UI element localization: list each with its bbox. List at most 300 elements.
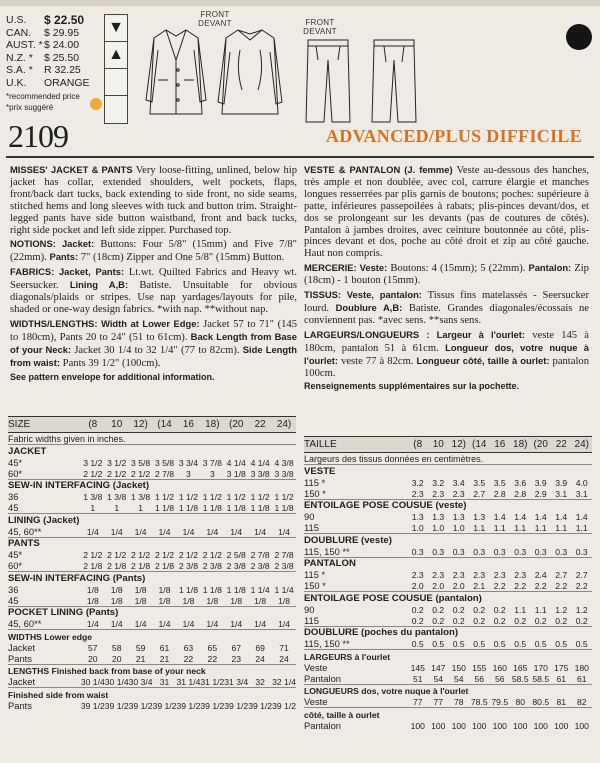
value-cell: 0.2 (473, 604, 486, 615)
value-cell: 175 (554, 662, 569, 673)
jacket-sketches (140, 10, 290, 120)
value-cell: 54 (433, 673, 444, 684)
table-row (304, 499, 592, 511)
value-cell: 0.3 (555, 546, 568, 557)
value-cell: 1/8 (110, 595, 123, 606)
value-cell: 1/8 (158, 584, 171, 595)
value-cell: 2 1/2 (107, 468, 127, 479)
value-cell: 77 (412, 697, 423, 707)
value-cell: 100 (513, 720, 528, 731)
value-cell: 32 1/4 (272, 677, 296, 687)
value-cell: 39 1/2 (80, 700, 105, 711)
size-header-cell: 10 (428, 437, 449, 453)
row-label: 45* (8, 456, 23, 468)
pants-sketches (298, 10, 438, 125)
value-cell: 61 (159, 642, 170, 653)
value-cell: 2.0 (411, 581, 424, 591)
jacket-drawing-icon (140, 10, 290, 120)
row-label: Veste (304, 661, 328, 673)
value-cell: 2.0 (432, 581, 445, 591)
value-cell: 2 3/8 (226, 561, 246, 571)
value-cell: 78.5 (470, 697, 488, 707)
row-label: 60* (8, 560, 23, 571)
value-cell: 2 5/8 (226, 550, 246, 560)
value-cell: 147 (431, 662, 446, 673)
size-header-cell: (14 (153, 417, 177, 433)
value-cell: 3.9 (555, 477, 568, 488)
value-cell: 80.5 (532, 697, 550, 707)
value-cell: 2.3 (432, 488, 445, 499)
section-label: LONGUEURS dos, votre nuque à l'ourlet (304, 684, 592, 696)
row-label: 45 (8, 594, 19, 606)
value-cell: 1.1 (514, 523, 527, 533)
blank-box (105, 69, 127, 96)
row-label: 36 (8, 583, 19, 595)
value-cell: 1.4 (555, 512, 568, 522)
price-row: CAN. $ 29.95 (6, 26, 80, 39)
difficulty-level: ADVANCED/PLUS DIFFICILE (325, 126, 582, 146)
size-header-label: TAILLE (304, 437, 408, 453)
value-cell: 1.1 (473, 523, 486, 533)
value-cell: 1.3 (452, 512, 465, 522)
value-cell: 2 1/2 (202, 550, 222, 560)
table-row (8, 537, 296, 549)
table-row (304, 604, 592, 615)
value-cell: 4 1/4 (226, 457, 246, 468)
fabrics-label: FABRICS: Jacket, Pants: (10, 266, 125, 278)
row-label: Pantalon (304, 719, 342, 731)
value-cell: 23 (231, 653, 242, 664)
section-label: POCKET LINING (Pants) (8, 606, 296, 618)
value-cell: 67 (231, 642, 242, 653)
value-cell: 1.2 (555, 604, 568, 615)
table-row (304, 650, 592, 662)
value-cell: 0.3 (534, 546, 547, 557)
row-label: 115, 150 ** (304, 638, 350, 649)
value-cell: 1 1/2 (226, 492, 246, 502)
value-cell: 0.2 (575, 615, 588, 626)
row-label: 115 * (304, 476, 326, 488)
value-cell: 1/4 (278, 619, 291, 629)
value-cell: 1/8 (182, 595, 195, 606)
value-cell: 2 3/8 (178, 561, 198, 571)
value-cell: 2.3 (411, 488, 424, 499)
value-cell: 1.4 (575, 512, 588, 522)
value-cell: 2.0 (452, 581, 465, 591)
value-cell: 1/4 (134, 619, 147, 629)
value-cell: 1/4 (230, 619, 243, 629)
size-header-label: SIZE (8, 417, 81, 433)
value-cell: 81 (556, 697, 567, 707)
value-cell: 4.0 (575, 477, 588, 488)
section-label: WIDTHS Lower edge (8, 630, 296, 642)
value-cell: 2.4 (534, 570, 547, 580)
table-row (304, 684, 592, 696)
value-cell: 56 (474, 673, 485, 684)
value-cell: 2 1/8 (83, 561, 103, 571)
value-cell: 155 (472, 662, 487, 673)
value-cell: 0.5 (432, 639, 445, 649)
section-label: DOUBLURE (poches du pantalon) (304, 626, 592, 638)
value-cell: 1/4 (110, 619, 123, 629)
value-cell: 1/4 (206, 619, 219, 629)
value-cell: 1.3 (432, 512, 445, 522)
value-cell: 2.9 (534, 488, 547, 499)
table-row (304, 488, 592, 500)
section-label: Finished side from waist (8, 688, 296, 700)
section-label: PANTALON (304, 557, 592, 569)
pants-sketch-label: FRONT DEVANT (303, 18, 337, 36)
value-cell: 2.2 (575, 581, 588, 591)
row-label: 45, 60** (8, 525, 42, 537)
table-row (304, 522, 592, 534)
size-header-row (8, 417, 296, 433)
value-cell: 1/4 (182, 526, 195, 537)
size-header-cell: 18) (200, 417, 224, 433)
value-cell: 0.5 (514, 639, 527, 649)
value-cell: 0.2 (452, 615, 465, 626)
value-cell: 58.5 (532, 673, 550, 684)
section-label: ENTOILAGE POSE COUSUE (pantalon) (304, 592, 592, 604)
table-row (8, 560, 296, 572)
value-cell: 1 (114, 503, 120, 513)
value-cell: 2.1 (473, 581, 486, 591)
value-cell: 1.1 (534, 604, 547, 615)
value-cell: 80 (515, 697, 526, 707)
value-cell: 0.2 (555, 615, 568, 626)
size-header-cell: 18) (510, 437, 531, 453)
value-cell: 1 1/2 (250, 492, 270, 502)
yardage-table-fr (304, 436, 592, 731)
value-cell: 1.1 (555, 523, 568, 533)
value-cell: 1/8 (110, 584, 123, 595)
value-cell: 3 3/4 (178, 457, 198, 468)
table-row (304, 477, 592, 488)
view-arrows (104, 14, 128, 124)
section-label: JACKET (8, 445, 296, 457)
value-cell: 3.1 (555, 488, 568, 499)
value-cell: 1/8 (254, 595, 267, 606)
value-cell: 1/4 (110, 526, 123, 537)
value-cell: 1 (90, 503, 96, 513)
french-description: VESTE & PANTALON (J. femme) Veste au-dessous des hanches, très ample et non doublée, avec col, carrure élargie et manches longues resserrées par plis garnis de boutons; poches: supérieure à patte, inférieures passepoilées à rabats; plis-pinces devant/dos, et dos se prolongeant sur les devants (pas de coutures de côtés). Pantalon à jambes droites, avec ceinture boutonnée au côté, plis-pinces devant et dos, poche au côté droit et zip au côté gauche. Haut non compris. MERCERIE: Veste: Boutons: 4 (15mm); 5 (22mm). Pantalon: Zip (18cm) - 1 bouton (15mm). TISSUS: Veste, pantalon: Tissus fins matelassés - Seersucker lourd. Doublure A,B: Batiste. Grandes diagonales/écossais ne conviennent pas. *avec sens. **sans sens. LARGEURS/LONGUEURS : Largeur à l'ourlet: veste 145 à 180cm, pantalon 51 à 61cm. Longueur dos, votre nuque à l'ourlet: veste 77 à 82cm. Longueur côté, taille à ourlet: pantalon 100cm. Renseignements supplémentaires sur la pochette. (304, 164, 590, 392)
size-header-cell: (14 (469, 437, 490, 453)
value-cell: 170 (533, 662, 548, 673)
value-cell: 0.2 (534, 615, 547, 626)
value-cell: 1/8 (134, 584, 147, 595)
table-row (8, 433, 296, 445)
table-row (8, 676, 296, 688)
table-row (304, 546, 592, 558)
value-cell: 4 3/8 (274, 457, 294, 468)
value-cell: 0.5 (575, 639, 588, 649)
value-cell: 2.7 (575, 570, 588, 580)
value-cell: 0.2 (432, 615, 445, 626)
value-cell: 1/4 (158, 619, 171, 629)
value-cell: 2.7 (555, 570, 568, 580)
value-cell: 22 (183, 653, 194, 664)
size-header-cell: 10 (105, 417, 129, 433)
table-row (8, 595, 296, 607)
value-cell: 1/4 (230, 526, 243, 537)
size-header-cell: 24) (272, 417, 296, 433)
value-cell: 3.2 (411, 477, 424, 488)
value-cell: 3 1/8 (226, 468, 246, 479)
value-cell: 2.3 (473, 570, 486, 580)
table-row (304, 465, 592, 477)
price-note: *recommended price (6, 91, 80, 101)
value-cell: 1/8 (158, 595, 171, 606)
value-cell: 1/4 (278, 526, 291, 537)
value-cell: 0.3 (452, 546, 465, 557)
value-cell: 2.7 (473, 488, 486, 499)
value-cell: 2 1/8 (131, 561, 151, 571)
value-cell: 39 1/2 (128, 700, 153, 711)
table-row (304, 615, 592, 627)
value-cell: 0.5 (493, 639, 506, 649)
triangle-up-icon: ▲ (105, 42, 127, 69)
section-label: PANTS (8, 537, 296, 549)
value-cell: 77 (433, 697, 444, 707)
value-cell: 30 1/4 (80, 677, 105, 687)
table-row (8, 549, 296, 560)
english-description: MISSES' JACKET & PANTS Very loose-fitting, unlined, below hip jacket has collar, extended shoulders, welt pockets, flaps, front/back dart tucks, back extending to side front, no side seams, stitched hems and long sleeves with tuck and button trim. Straight-legged pants have side button waistband, front and back tucks, right side pocket and left side zipper. Purchased top. NOTIONS: Jacket: Buttons: Four 5/8" (15mm) and Five 7/8" (22mm). Pants: 7" (18cm) Zipper and One 5/8" (15mm) Button. FABRICS: Jacket, Pants: Lt.wt. Quilted Fabrics and Heavy wt. Seersucker. Lining A,B: Batiste. Unsuitable for obvious diagonals/plaids or stripes. Use nap yardages/layouts for pile, shaded or one-way design fabrics. *with nap. **without nap. WIDTHS/LENGTHS: Width at Lower Edge: Jacket 57 to 71" (145 to 180cm), Pants 20 to 24" (51 to 61cm). Back Length from Base of your Neck: Jacket 30 1/4 to 32 1/4" (77 to 82cm). Side Length from waist: Pants 39 1/2" (100cm). See pattern envelope for additional information. (10, 164, 298, 382)
row-label: 60* (8, 467, 23, 479)
value-cell: 58.5 (511, 673, 529, 684)
value-cell: 1/4 (86, 619, 99, 629)
table-row (304, 626, 592, 638)
table-row (304, 580, 592, 592)
table-row (304, 592, 592, 604)
value-cell: 1 1/8 (226, 584, 246, 595)
value-cell: 2 1/2 (131, 468, 151, 479)
value-cell: 1/8 (86, 595, 99, 606)
value-cell: 79.5 (491, 697, 509, 707)
price-row: N.Z. * $ 25.50 (6, 51, 80, 64)
table-row (8, 618, 296, 630)
value-cell: 2 1/2 (131, 550, 151, 560)
value-cell: 2 3/8 (274, 561, 294, 571)
yardage-table-en (8, 416, 296, 711)
value-cell: 39 1/2 (224, 700, 249, 711)
value-cell: 2.3 (514, 570, 527, 580)
table-row (8, 457, 296, 468)
value-cell: 100 (492, 720, 507, 731)
value-cell: 1 1/8 (274, 503, 294, 513)
value-cell: 1/4 (134, 526, 147, 537)
value-cell: 165 (513, 662, 528, 673)
row-label: Jacket (8, 641, 36, 653)
value-cell: 3 1/2 (107, 457, 127, 468)
value-cell: 2.2 (493, 581, 506, 591)
value-cell: 2 3/8 (202, 561, 222, 571)
value-cell: 1 1/2 (202, 492, 222, 502)
size-header-cell: (20 (531, 437, 552, 453)
size-header-cell: 22 (551, 437, 572, 453)
value-cell: 39 1/2 (200, 700, 225, 711)
value-cell: 100 (533, 720, 548, 731)
value-cell: 1 3/8 (83, 492, 103, 502)
value-cell: 69 (255, 642, 265, 653)
table-row (8, 700, 296, 711)
value-cell: 2 1/2 (83, 468, 103, 479)
value-cell: 1.4 (514, 512, 527, 522)
value-cell: 1/4 (86, 526, 99, 537)
desc-text: Very loose-fitting, unlined, below hip jacket has collar, extended shoulders, welt pockets, flaps, front/back dart tucks, back extending to side front, no side seams, stitched hems and long sleeves with tuck and button trim. Straight-legged pants have side button waistband, front and back tucks, right side pocket and left side zipper. Purchased top. (10, 165, 297, 236)
value-cell: 1.3 (411, 512, 424, 522)
value-cell: 1 1/8 (250, 503, 270, 513)
value-cell: 0.5 (452, 639, 465, 649)
value-cell: 1.4 (493, 512, 506, 522)
value-cell: 0.5 (555, 639, 568, 649)
value-cell: 0.2 (514, 615, 527, 626)
value-cell: 1.1 (493, 523, 506, 533)
pants-drawing-icon (298, 10, 438, 125)
value-cell: 2.3 (411, 570, 424, 580)
value-cell: 3.9 (534, 477, 547, 488)
value-cell: 2.3 (452, 488, 465, 499)
value-cell: 1 1/4 (250, 584, 270, 595)
supplement-note: Renseignements supplémentaires sur la pochette. (304, 381, 520, 392)
value-cell: 24 (279, 653, 289, 664)
value-cell: 32 (255, 677, 265, 687)
value-cell: 1.1 (534, 523, 547, 533)
table-row (304, 662, 592, 673)
table-row (8, 502, 296, 514)
value-cell: 2.8 (514, 488, 527, 499)
table-row (8, 526, 296, 538)
row-label: 36 (8, 491, 19, 502)
value-cell: 0.3 (514, 546, 527, 557)
value-cell: 100 (410, 720, 425, 731)
value-cell: 3 (186, 468, 191, 479)
value-cell: 20 (111, 653, 122, 664)
value-cell: 0.3 (411, 546, 424, 557)
value-cell: 1 1/8 (226, 503, 246, 513)
table-row (304, 720, 592, 731)
table-row (304, 453, 592, 465)
table-row (8, 584, 296, 595)
value-cell: 2.2 (555, 581, 568, 591)
desc-title-fr: VESTE & PANTALON (J. femme) (304, 164, 453, 175)
value-cell: 1/4 (158, 526, 171, 537)
value-cell: 2 3/8 (250, 561, 270, 571)
size-header-cell: 16 (176, 417, 200, 433)
value-cell: 1 1/8 (154, 503, 175, 513)
envelope-note: See pattern envelope for additional information. (10, 371, 215, 382)
section-label: Largeurs des tissus données en centimètres. (304, 454, 484, 464)
value-cell: 2 7/8 (274, 550, 294, 560)
value-cell: 2 1/2 (178, 550, 198, 560)
size-header-cell: 12) (129, 417, 153, 433)
section-label: DOUBLURE (veste) (304, 534, 592, 546)
value-cell: 2.3 (452, 570, 465, 580)
value-cell: 0.2 (473, 615, 486, 626)
table-row (8, 491, 296, 502)
table-row (304, 708, 592, 720)
value-cell: 1/8 (230, 595, 243, 606)
value-cell: 160 (492, 662, 507, 673)
row-label: 115 (304, 522, 319, 533)
table-row (304, 696, 592, 708)
section-label: LENGTHS Finished back from base of your neck (8, 664, 296, 676)
value-cell: 58 (111, 642, 122, 653)
value-cell: 63 (183, 642, 194, 653)
value-cell: 30 3/4 (128, 677, 153, 687)
row-label: 115, 150 ** (304, 545, 350, 557)
value-cell: 0.2 (493, 615, 506, 626)
value-cell: 1.1 (514, 604, 527, 615)
size-header-cell: (8 (81, 417, 105, 433)
value-cell: 150 (451, 662, 466, 673)
triangle-down-icon: ▼ (105, 15, 127, 42)
desc-title: MISSES' JACKET & PANTS (10, 164, 133, 175)
value-cell: 24 (255, 653, 265, 664)
row-label: Jacket (8, 676, 36, 687)
value-cell: 1 3/8 (131, 492, 151, 502)
tape-strip (0, 0, 600, 6)
value-cell: 82 (576, 697, 587, 707)
value-cell: 1/4 (206, 526, 219, 537)
value-cell: 3.1 (575, 488, 588, 499)
header-rule (6, 156, 594, 158)
value-cell: 3.5 (493, 477, 506, 488)
value-cell: 61 (576, 673, 587, 684)
value-cell: 0.3 (575, 546, 588, 557)
section-label: LINING (Jacket) (8, 514, 296, 526)
value-cell: 2 1/2 (154, 550, 175, 560)
price-note: *prix suggéré (6, 102, 54, 112)
size-header-cell: 22 (248, 417, 272, 433)
section-label: SEW-IN INTERFACING (Jacket) (8, 479, 296, 491)
row-label: 150 * (304, 487, 326, 499)
blank-box (105, 96, 127, 123)
price-row: U.K. ORANGE (6, 76, 90, 89)
row-label: 90 (304, 603, 315, 615)
value-cell: 2 1/8 (107, 561, 127, 571)
value-cell: 1/4 (254, 619, 267, 629)
value-cell: 145 (410, 662, 425, 673)
value-cell: 1/8 (278, 595, 291, 606)
section-label: Fabric widths given in inches. (8, 434, 126, 444)
row-label: 115 * (304, 569, 326, 580)
value-cell: 4 1/4 (250, 457, 270, 468)
value-cell: 1 1/8 (202, 503, 222, 513)
value-cell: 3 7/8 (202, 457, 222, 468)
price-row: U.S. $ 22.50 (6, 13, 85, 27)
value-cell: 1 1/8 (178, 584, 198, 595)
row-label: Pantalon (304, 672, 342, 684)
value-cell: 78 (453, 697, 464, 707)
row-label: 45 (8, 502, 19, 513)
value-cell: 21 (159, 653, 170, 664)
value-cell: 39 1/2 (272, 700, 296, 711)
value-cell: 0.3 (493, 546, 506, 557)
size-header-cell: 16 (490, 437, 511, 453)
row-label: 150 * (304, 580, 326, 591)
value-cell: 3.2 (432, 477, 445, 488)
table-row (8, 642, 296, 653)
value-cell: 1 3/8 (107, 492, 127, 502)
value-cell: 1 (138, 503, 143, 513)
table-row (8, 572, 296, 584)
value-cell: 2 7/8 (250, 550, 270, 560)
value-cell: 1.0 (432, 523, 445, 533)
table-row (8, 653, 296, 665)
value-cell: 59 (135, 642, 146, 653)
value-cell: 2 1/8 (154, 561, 175, 571)
hang-hole (566, 24, 592, 50)
